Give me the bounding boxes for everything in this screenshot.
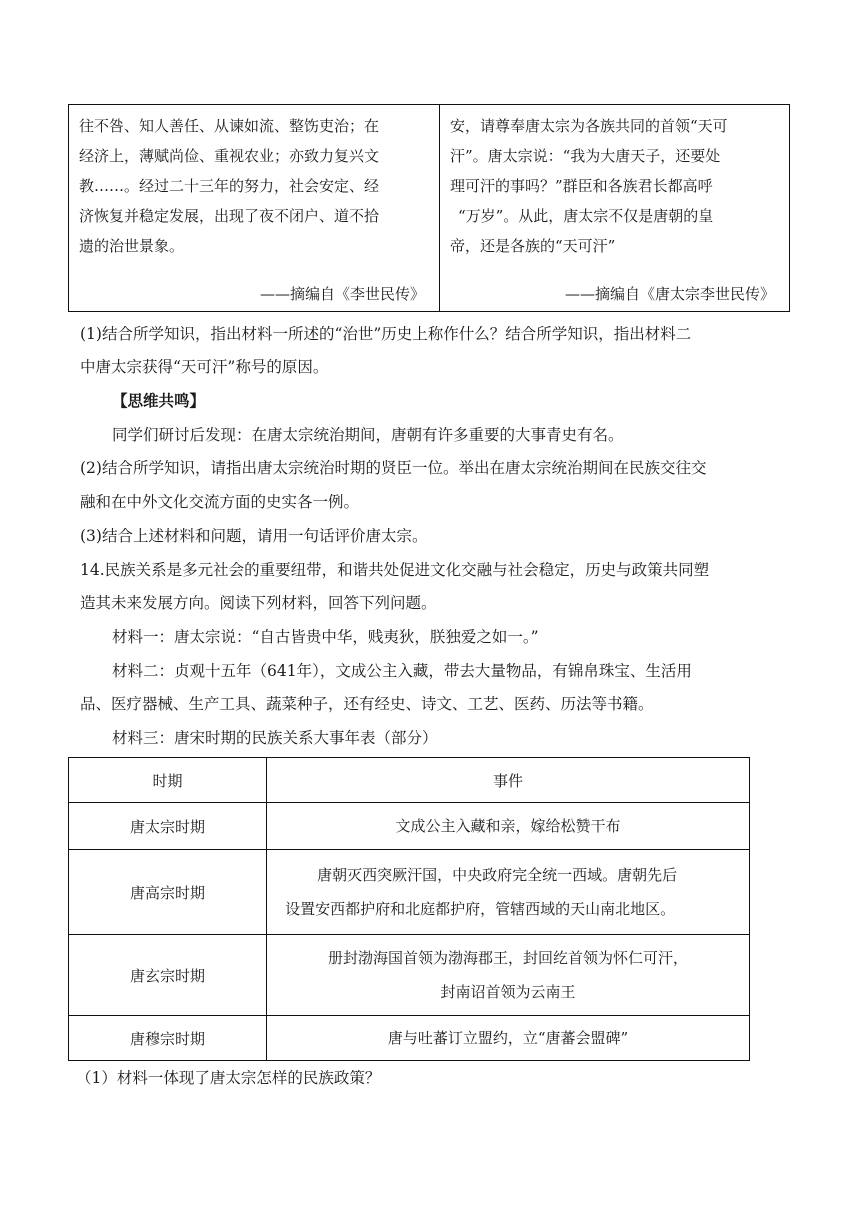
text-line: 理可汗的事吗？”群臣和各族君长都高呼 xyxy=(449,177,713,195)
event-line: 文成公主入藏和亲，嫁给松赞干布 xyxy=(395,817,621,835)
table-row xyxy=(69,1016,750,1061)
period-cell: 唐太宗时期 xyxy=(69,803,267,850)
event-cell xyxy=(267,935,750,1016)
question-13-3: (3)结合上述材料和问题，请用一句话评价唐太宗。 xyxy=(80,527,428,545)
text-line: 教……。经过二十三年的努力，社会安定、经 xyxy=(79,177,380,195)
material-one-cell xyxy=(69,105,440,311)
event-line: 封南诏首领为云南王 xyxy=(440,983,576,1001)
table-row xyxy=(69,935,750,1016)
event-line: 唐朝灭西突厥汗国，中央政府完全统一西域。唐朝先后 xyxy=(317,866,678,884)
text-line: 经济上，薄赋尚俭、重视农业；亦致力复兴文 xyxy=(79,147,380,165)
header-period: 时期 xyxy=(69,758,267,803)
material-table xyxy=(68,104,790,312)
text-line: 济恢复并稳定发展，出现了夜不闭户、道不拾 xyxy=(79,207,380,225)
table-row xyxy=(69,803,750,850)
table-header-row xyxy=(69,758,750,803)
question-14-1: （1）材料一体现了唐太宗怎样的民族政策？ xyxy=(76,1069,381,1087)
material-two-cell xyxy=(440,105,789,311)
text-line: 汗”。唐太宗说：“我为大唐天子，还要处 xyxy=(449,147,721,165)
question-13-2: (2)结合所学知识，请指出唐太宗统治时期的贤臣一位。举出在唐太宗统治期间在民族交往交 xyxy=(80,459,707,477)
section-heading: 【思维共鸣】 xyxy=(112,391,206,410)
event-cell xyxy=(267,1016,750,1061)
text-line: 遗的治世景象。 xyxy=(79,237,185,255)
events-table xyxy=(68,757,750,1061)
period-cell: 唐玄宗时期 xyxy=(69,935,267,1016)
material-one: 材料一：唐太宗说：“自古皆贵中华，贱夷狄，朕独爱之如一。” xyxy=(112,628,539,646)
material-two: 材料二：贞观十五年（641年），文成公主入藏，带去大量物品，有锦帛珠宝、生活用 xyxy=(112,662,692,680)
question-13-2-cont: 融和在中外文化交流方面的史实各一例。 xyxy=(80,493,360,511)
table-row xyxy=(69,850,750,935)
event-cell xyxy=(267,803,750,850)
material-two-cont: 品、医疗器械、生产工具、蔬菜种子，还有经史、诗文、工艺、医药、历法等书籍。 xyxy=(80,695,654,713)
event-line: 册封渤海国首领为渤海郡王，封回纥首领为怀仁可汗， xyxy=(328,949,689,967)
question-14-cont: 造其未来发展方向。阅读下列材料，回答下列问题。 xyxy=(80,594,437,612)
text-line: “万岁”。从此，唐太宗不仅是唐朝的皇 xyxy=(457,207,714,225)
source-citation: ——摘编自《李世民传》 xyxy=(259,285,425,303)
period-cell: 唐高宗时期 xyxy=(69,850,267,935)
discovery-text: 同学们研讨后发现：在唐太宗统治期间，唐朝有许多重要的大事青史有名。 xyxy=(112,426,624,444)
question-13-1: (1)结合所学知识，指出材料一所述的“治世”历史上称作什么？结合所学知识，指出材料二 xyxy=(80,325,692,343)
event-line: 唐与吐蕃订立盟约，立“唐蕃会盟碑” xyxy=(387,1029,629,1047)
text-line: 安，请尊奉唐太宗为各族共同的首领“天可 xyxy=(449,117,728,135)
question-13-1-cont: 中唐太宗获得“天可汗”称号的原因。 xyxy=(80,358,329,376)
question-14: 14.民族关系是多元社会的重要纽带，和谐共处促进文化交融与社会稳定，历史与政策共同塑 xyxy=(80,561,710,579)
text-line: 帝，还是各族的“天可汗” xyxy=(449,237,616,255)
material-three: 材料三：唐宋时期的民族关系大事年表（部分） xyxy=(112,729,438,747)
source-citation: ——摘编自《唐太宗李世民传》 xyxy=(564,285,775,303)
header-event: 事件 xyxy=(267,758,750,803)
event-cell xyxy=(267,850,750,935)
period-cell: 唐穆宗时期 xyxy=(69,1016,267,1061)
text-line: 往不咎、知人善任、从谏如流、整饬吏治；在 xyxy=(79,117,380,135)
event-line: 设置安西都护府和北庭都护府，管辖西域的天山南北地区。 xyxy=(285,900,676,918)
